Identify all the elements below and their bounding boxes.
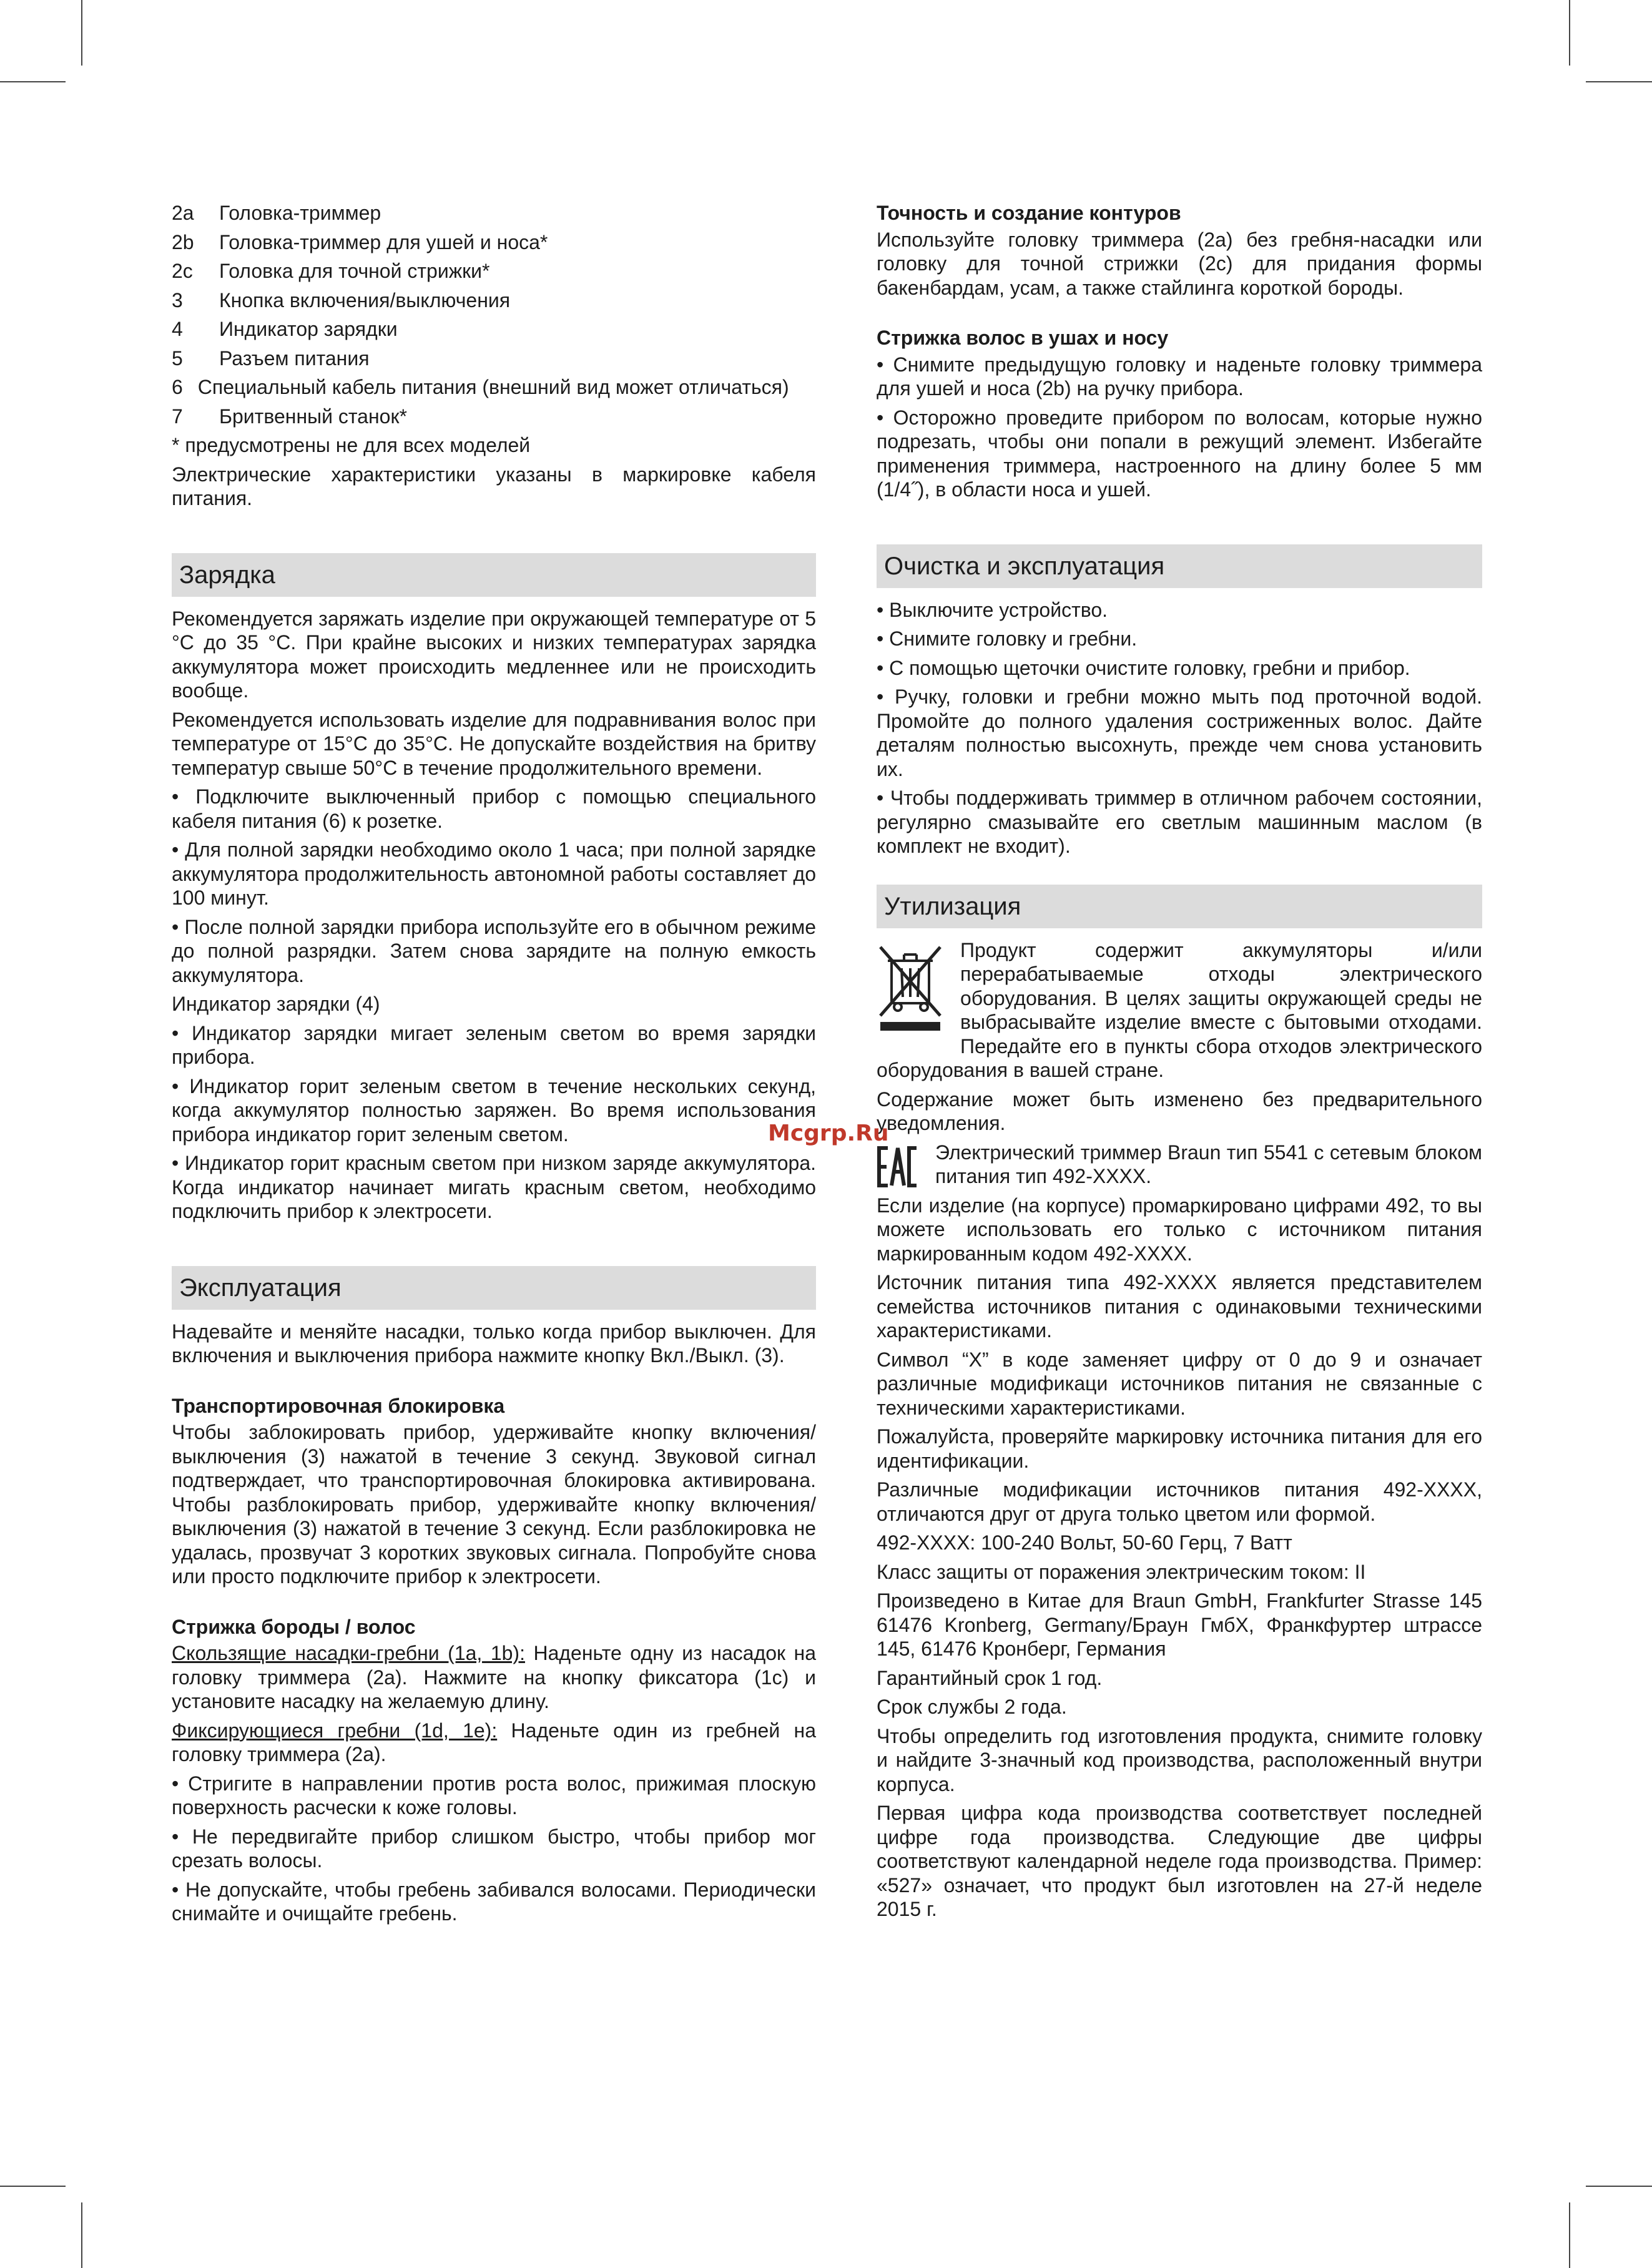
paragraph: Чтобы заблокировать прибор, удерживайте кнопку включения/выключения (3) нажатой в течение 3 секунд. Звуковой сигнал подтверждает, что транспортировочная блокировка активирована. Чтобы разблокировать прибор, удерживайте кнопку включения/выключения (3) нажатой в течение 3 секунд. Если разблокировка не удалась, прозвучат 3 коротких звуковых сигнала. Попробуйте снова или просто подключите прибор к электросети. [172,1421,816,1588]
left-column [172,201,816,1931]
bullet: • Снимите головку и гребни. [877,627,1138,650]
subheading-precision: Точность и создание контуров [877,202,1181,224]
list-item: 2c Головка для точной стрижки* [172,260,490,282]
bullet: • Осторожно проведите прибором по волосам, которые нужно подрезать, чтобы они попали в режущий элемент. Избегайте применения триммера, настроенного на длину более 5 мм (1/4˝), в области носа и ушей. [877,406,1482,501]
bullet: • Не передвигайте прибор слишком быстро, чтобы прибор мог срезать волосы. [172,1825,816,1872]
sliding-combs-label: Скользящие насадки-гребни (1a, 1b): [172,1642,525,1664]
bullet: • С помощью щеточки очистите головку, гребни и прибор. [877,656,1410,679]
spacer [172,1373,816,1394]
crop-mark [0,81,66,82]
bullet: • Подключите выключенный прибор с помощью специального кабеля питания (6) к розетке. [172,785,816,832]
list-item: 7 Бритвенный станок* [172,405,407,428]
eac-text: Электрический триммер Braun тип 5541 с сетевым блоком питания тип 492-XXXX. [935,1141,1482,1187]
bullet: • Чтобы поддерживать триммер в отличном рабочем состоянии, регулярно смазывайте его светлым машинным маслом (в комплект не входит). [877,787,1482,857]
weee-text: Продукт содержит аккумуляторы и/или перерабатываемые отходы электрического оборудования. В целях защиты окружающей среды не выбрасывайте изделие вместе с бытовыми отходами. Передайте его в пункты сбора отходов электрического оборудования в вашей стране. [877,938,1482,1081]
list-item: 2a Головка-триммер [172,202,381,224]
subheading-ear-nose: Стрижка волос в ушах и носу [877,326,1169,349]
bullet: • Снимите предыдущую головку и наденьте головку триммера для ушей и носа (2b) на ручку прибора. [877,353,1482,400]
paragraph: Рекомендуется заряжать изделие при окружающей температуре от 5 °C до 35 °C. При крайне высоких и низких температурах зарядка аккумулятора может происходить медленнее или не происходить вообще. [172,607,816,702]
manufacturer: Произведено в Китае для Braun GmbH, Frankfurter Strasse 145 61476 Kronberg, Germany/Браун ГмбХ, Франкфуртер штрассе 145, 61476 Кронберг, Германия [877,1589,1482,1660]
subheading-transport-lock: Транспортировочная блокировка [172,1394,505,1417]
crop-mark [0,2186,66,2187]
warranty: Гарантийный срок 1 год. [877,1666,1103,1689]
electrical-note: Электрические характеристики указаны в маркировке кабеля питания. [172,463,816,509]
section-heading-operation: Эксплуатация [172,1266,816,1310]
paragraph: Скользящие насадки-гребни (1a, 1b): Наденьте одну из насадок на головку триммера (2a). Нажмите на кнопку фиксатора (1c) и установите насадку на желаемую длину. [172,1642,817,1712]
service-life: Срок службы 2 года. [877,1696,1067,1718]
fixed-combs-label: Фиксирующиеся гребни (1d, 1e): [172,1719,498,1742]
list-item: 5 Разъем питания [172,346,370,370]
section-heading-charging: Зарядка [172,553,816,597]
bullet: • Выключите устройство. [877,598,1108,621]
paragraph: Источник питания типа 492-XXXX является представителем семейства источников питания с одинаковыми техническими характеристиками. [877,1271,1482,1342]
bullet: • Не допускайте, чтобы гребень забивался волосами. Периодически снимайте и очищайте гребень. [172,1878,816,1925]
section-heading-cleaning: Очистка и эксплуатация [877,544,1482,588]
parts-list [172,201,816,428]
paragraph: Пожалуйста, проверяйте маркировку источника питания для его идентификации. [877,1425,1482,1472]
eac-mark-icon [877,1144,919,1189]
crop-mark [81,0,82,66]
list-item: 6 Специальный кабель питания (внешний вид может отличаться) [172,376,789,398]
spacer [172,1229,816,1266]
paragraph: Символ “X” в коде заменяет цифру от 0 до 9 и означает различные модификаци источников питания не связанные с техническими характеристиками. [877,1348,1482,1419]
power-spec: 492-XXXX: 100-240 Вольт, 50-60 Герц, 7 Ватт [877,1531,1292,1554]
spacer [877,507,1482,544]
paragraph: Фиксирующиеся гребни (1d, 1e): Наденьте один из гребней на головку триммера (2a). [172,1719,817,1765]
spacer [172,516,816,553]
spacer [877,305,1482,326]
list-item: 3 Кнопка включения/выключения [172,288,511,312]
bullet: • Для полной зарядки необходимо около 1 часа; при полной зарядке аккумулятора продолжительность автономной работы составляет до 100 минут. [172,838,816,909]
paragraph: Используйте головку триммера (2a) без гребня-насадки или головку для точной стрижки (2c) для придания формы бакенбардам, усам, а также стайлинга короткой бороды. [877,228,1482,299]
bullet: • После полной зарядки прибора используйте его в обычном режиме до полной разрядки. Затем снова зарядите на полную емкость аккумулятора. [172,915,816,986]
right-column [877,201,1482,1927]
subheading-beard: Стрижка бороды / волос [172,1615,416,1638]
bullet: • Индикатор горит зеленым светом в течение нескольких секунд, когда аккумулятор полностью заряжен. Во время использования прибора индикатор горит зеленым светом. [172,1074,816,1146]
list-item: 2b Головка-триммер для ушей и носа* [172,230,548,253]
weee-block [877,938,1482,1082]
list-item: 4 Индикатор зарядки [172,318,398,340]
paragraph: Чтобы определить год изготовления продукта, снимите головку и найдите 3-значный код производства, расположенный внутри корпуса. [877,1724,1482,1795]
bullet: • Ручку, головки и гребни можно мыть под проточной водой. Промойте до полного удаления состриженных волос. Дайте деталям полностью высохнуть, прежде чем снова установить их. [877,685,1482,780]
spacer [172,1594,816,1615]
indicator-title: Индикатор зарядки (4) [172,993,380,1015]
watermark: Mcgrp.Ru [768,1121,889,1146]
bullet: • Стригите в направлении против роста волос, прижимая плоскую поверхность расчески к коже головы. [172,1772,816,1819]
paragraph: Если изделие (на корпусе) промаркировано цифрами 492, то вы можете использовать его только с источником питания маркированным кодом 492-XXXX. [877,1194,1482,1265]
crop-mark [1569,0,1570,66]
bullet: • Индикатор горит красным светом при низком заряде аккумулятора. Когда индикатор начинает мигать красным светом, необходимо подключить прибор к электросети. [172,1152,816,1222]
crop-mark [1586,2186,1652,2187]
eac-block [877,1141,1482,1189]
paragraph: Содержание может быть изменено без предварительного уведомления. [877,1087,1482,1134]
protection-class: Класс защиты от поражения электрическим током: II [877,1560,1366,1583]
section-heading-disposal: Утилизация [877,885,1482,928]
crop-mark [1569,2202,1570,2268]
crop-mark [81,2202,82,2268]
paragraph: Первая цифра кода производства соответствует последней цифре года производства. Следующие две цифры соответствуют календарной неделе года производства. Пример: «527» означает, что продукт был изготовлен на 27-й неделе 2015 г. [877,1802,1482,1920]
crop-mark [1586,81,1652,82]
crossed-bin-icon [877,942,944,1034]
paragraph: Рекомендуется использовать изделие для подравнивания волос при температуре от 15°C до 35°C. Не допускайте воздействия на бритву температур свыше 50°C в течение продолжительного времени. [172,708,816,779]
footnote: * предусмотрены не для всех моделей [172,434,531,456]
spacer [877,863,1482,885]
paragraph: Различные модификации источников питания 492-XXXX, отличаются друг от друга только цветом или формой. [877,1478,1482,1525]
bullet: • Индикатор зарядки мигает зеленым светом во время зарядки прибора. [172,1021,816,1068]
paragraph: Надевайте и меняйте насадки, только когда прибор выключен. Для включения и выключения прибора нажмите кнопку Вкл./Выкл. (3). [172,1320,816,1367]
